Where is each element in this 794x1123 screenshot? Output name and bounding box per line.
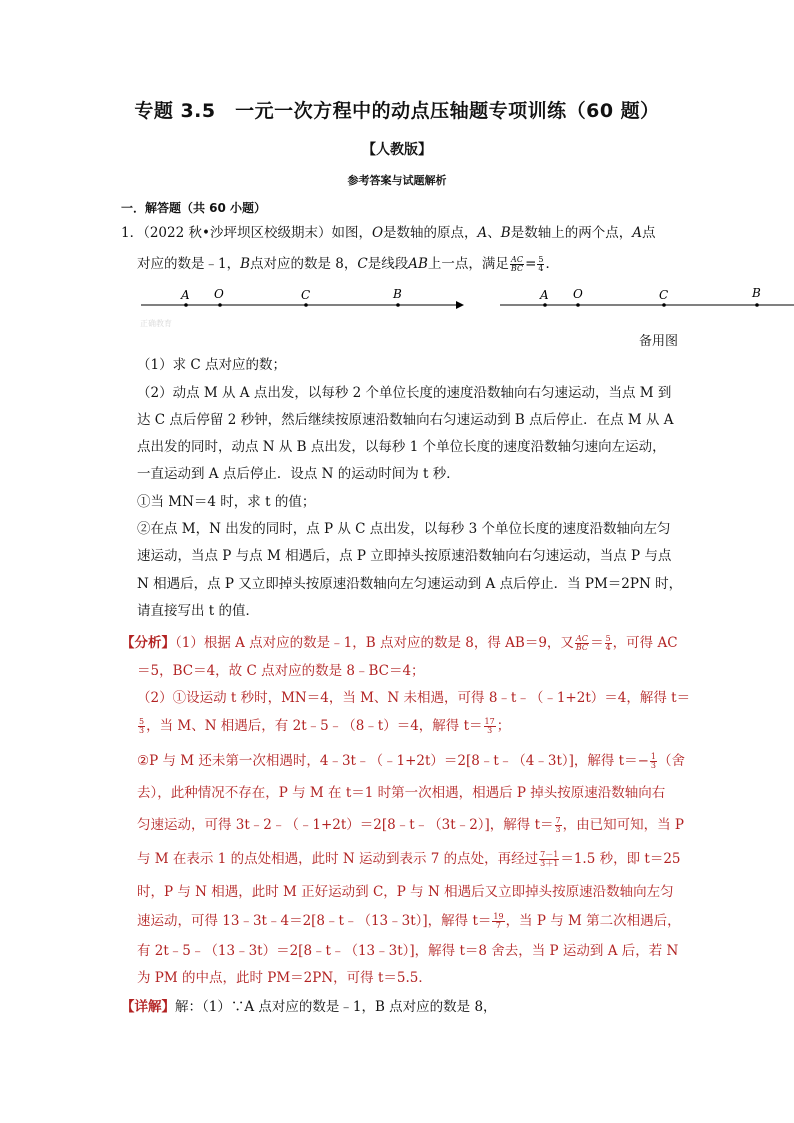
main-label-c: C [301, 288, 311, 302]
analysis-line-2: ＝5，BC＝4，故 C 点对应的数是 8﹣BC＝4； [137, 663, 425, 679]
detail-line-1: 【详解】解：（1）∵A 点对应的数是﹣1，B 点对应的数是 8， [121, 999, 497, 1015]
question-2-line-3: 点出发的同时，动点 N 从 B 点出发，以每秒 1 个单位长度的速度沿数轴匀速向左运动， [137, 439, 666, 455]
analysis-fraction-17-3: $\frac{17}{3}$ [484, 717, 495, 735]
watermark: 正确教育 [140, 319, 172, 328]
analysis-line-7: 匀速运动，可得 3t﹣2﹣（﹣1+2t）＝2[8﹣t﹣（3t﹣2）]，解得 t＝ $\frac{7}{3}$ ，由已知可知，当 P [137, 816, 684, 834]
question-2-line-4: 一直运动到 A 点后停止．设点 N 的运动时间为 t 秒． [137, 466, 460, 482]
question-2b-line-2: 速运动，当点 P 与点 M 相遇后，点 P 立即掉头按原速沿数轴向右匀速运动，当点 P 与点 [137, 548, 672, 564]
question-1: （1）求 C 点对应的数； [137, 357, 287, 373]
backup-point-c [662, 303, 666, 307]
backup-label-c: C [659, 288, 669, 302]
backup-figure-label: 备用图 [639, 334, 679, 349]
analysis-line-6: 去），此种情况不存在，P 与 M 在 t＝1 时第一次相遇，相遇后 P 掉头按原速沿数轴向右 [137, 785, 666, 801]
section-heading: 一．解答题（共 60 小题） [121, 201, 267, 215]
analysis-fraction-7-3: $\frac{7}{3}$ [555, 816, 561, 834]
main-point-a [184, 303, 188, 307]
detail-tag: 【详解】 [121, 999, 175, 1015]
backup-label-a: A [540, 288, 549, 302]
problem-source: （2022 秋•沙坪坝区校级期末） [143, 225, 332, 241]
analysis-line-3: （2）①设运动 t 秒时，MN＝4，当 M、N 未相遇，可得 8﹣t﹣（﹣1+2t）＝4，解得 t＝ [137, 690, 691, 706]
analysis-line-8: 与 M 在表示 1 的点处相遇，此时 N 运动到表示 7 的点处，再经过 $\frac{7-1}{3+1}$ ＝1.5 秒，即 t＝25 [137, 850, 681, 868]
analysis-line-5: ②P 与 M 还未第一次相遇时，4﹣3t﹣（﹣1+2t）＝2[8﹣t﹣（4﹣3t）]，解得 t＝− $\frac{1}{3}$ （舍 [137, 752, 686, 770]
backup-point-b [755, 303, 759, 307]
page-title: 专题 3.5 一元一次方程中的动点压轴题专项训练（60 题） [134, 100, 660, 122]
analysis-line-4: $\frac{5}{3}$ ，当 M、N 相遇后，有 2t﹣5﹣（8﹣t）＝4，解得 t＝ $\frac{17}{3}$ ； [139, 717, 511, 735]
question-2b-line-4: 请直接写出 t 的值． [137, 603, 260, 619]
answer-heading: 参考答案与试题解析 [347, 174, 447, 187]
analysis-line-10: 速运动，可得 13﹣3t﹣4＝2[8﹣t﹣（13﹣3t）]，解得 t＝ $\frac{19}{7}$ ，当 P 与 M 第二次相遇后， [137, 912, 681, 930]
problem-line-1: 1．（2022 秋•沙坪坝区校级期末）如图，O是数轴的原点，A、B是数轴上的两个点，A点 [121, 225, 656, 241]
edition-label: 【人教版】 [362, 142, 432, 158]
main-point-b [396, 303, 400, 307]
analysis-tag: 【分析】 [121, 635, 175, 651]
analysis-fraction-19-7: $\frac{19}{7}$ [493, 912, 504, 930]
main-label-a: A [181, 288, 190, 302]
number-line-figure [0, 280, 794, 320]
backup-point-o [576, 303, 580, 307]
analysis-line-11: 有 2t﹣5﹣（13﹣3t）＝2[8﹣t﹣（13﹣3t）]，解得 t＝8 舍去，当 P 运动到 A 后，若 N [137, 943, 679, 959]
analysis-fraction-5-3: $\frac{5}{3}$ [139, 717, 145, 735]
question-2-line-2: 达 C 点后停留 2 秒钟，然后继续按原速沿数轴向右匀速运动到 B 点后停止．在点 M 从 A [137, 412, 674, 428]
fraction-5-4: $\frac{5}{4}$ [538, 255, 544, 273]
backup-point-a [543, 303, 547, 307]
main-label-b: B [393, 287, 402, 301]
question-2b-line-3: N 相遇后，点 P 又立即掉头按原速沿数轴向左匀速运动到 A 点后停止．当 PM＝2PN 时， [137, 576, 683, 592]
analysis-line-12: 为 PM 的中点，此时 PM＝2PN，可得 t＝5.5． [137, 970, 432, 986]
backup-label-b: B [752, 286, 761, 300]
question-2b-line-1: ②在点 M，N 出发的同时，点 P 从 C 点出发，以每秒 3 个单位长度的速度沿数轴向左匀 [137, 521, 671, 537]
main-label-o: O [214, 287, 224, 301]
problem-line-2: 对应的数是﹣1，B点对应的数是 8，C是线段AB上一点，满足 $\frac{AC}{BC}$ = $\frac{5}{4}$ ． [137, 255, 559, 273]
question-2a: ①当 MN＝4 时，求 t 的值； [137, 494, 316, 510]
backup-label-o: O [573, 287, 583, 301]
main-axis-arrow [456, 301, 464, 309]
analysis-fraction-1-3: $\frac{1}{3}$ [650, 752, 657, 770]
analysis-fraction-ac-bc: $\frac{AC}{BC}$ [575, 634, 589, 652]
question-2-line-1: （2）动点 M 从 A 点出发，以每秒 2 个单位长度的速度沿数轴向右匀速运动，当点 M 到 [137, 385, 672, 401]
main-point-o [218, 303, 222, 307]
problem-number: 1． [121, 225, 144, 241]
fraction-ac-bc: $\frac{AC}{BC}$ [510, 255, 524, 273]
analysis-fraction-5-4: $\frac{5}{4}$ [605, 634, 611, 652]
analysis-fraction-6-4: $\frac{7-1}{3+1}$ [540, 850, 559, 868]
analysis-line-1: 【分析】（1）根据 A 点对应的数是﹣1，B 点对应的数是 8，得 AB＝9，又 $\frac{AC}{BC}$ ＝ $\frac{5}{4}$ ，可得 AC [121, 634, 678, 652]
main-point-c [304, 303, 308, 307]
analysis-line-9: 时，P 与 N 相遇，此时 M 正好运动到 C，P 与 N 相遇后又立即掉头按原速沿数轴向左匀 [137, 884, 674, 900]
